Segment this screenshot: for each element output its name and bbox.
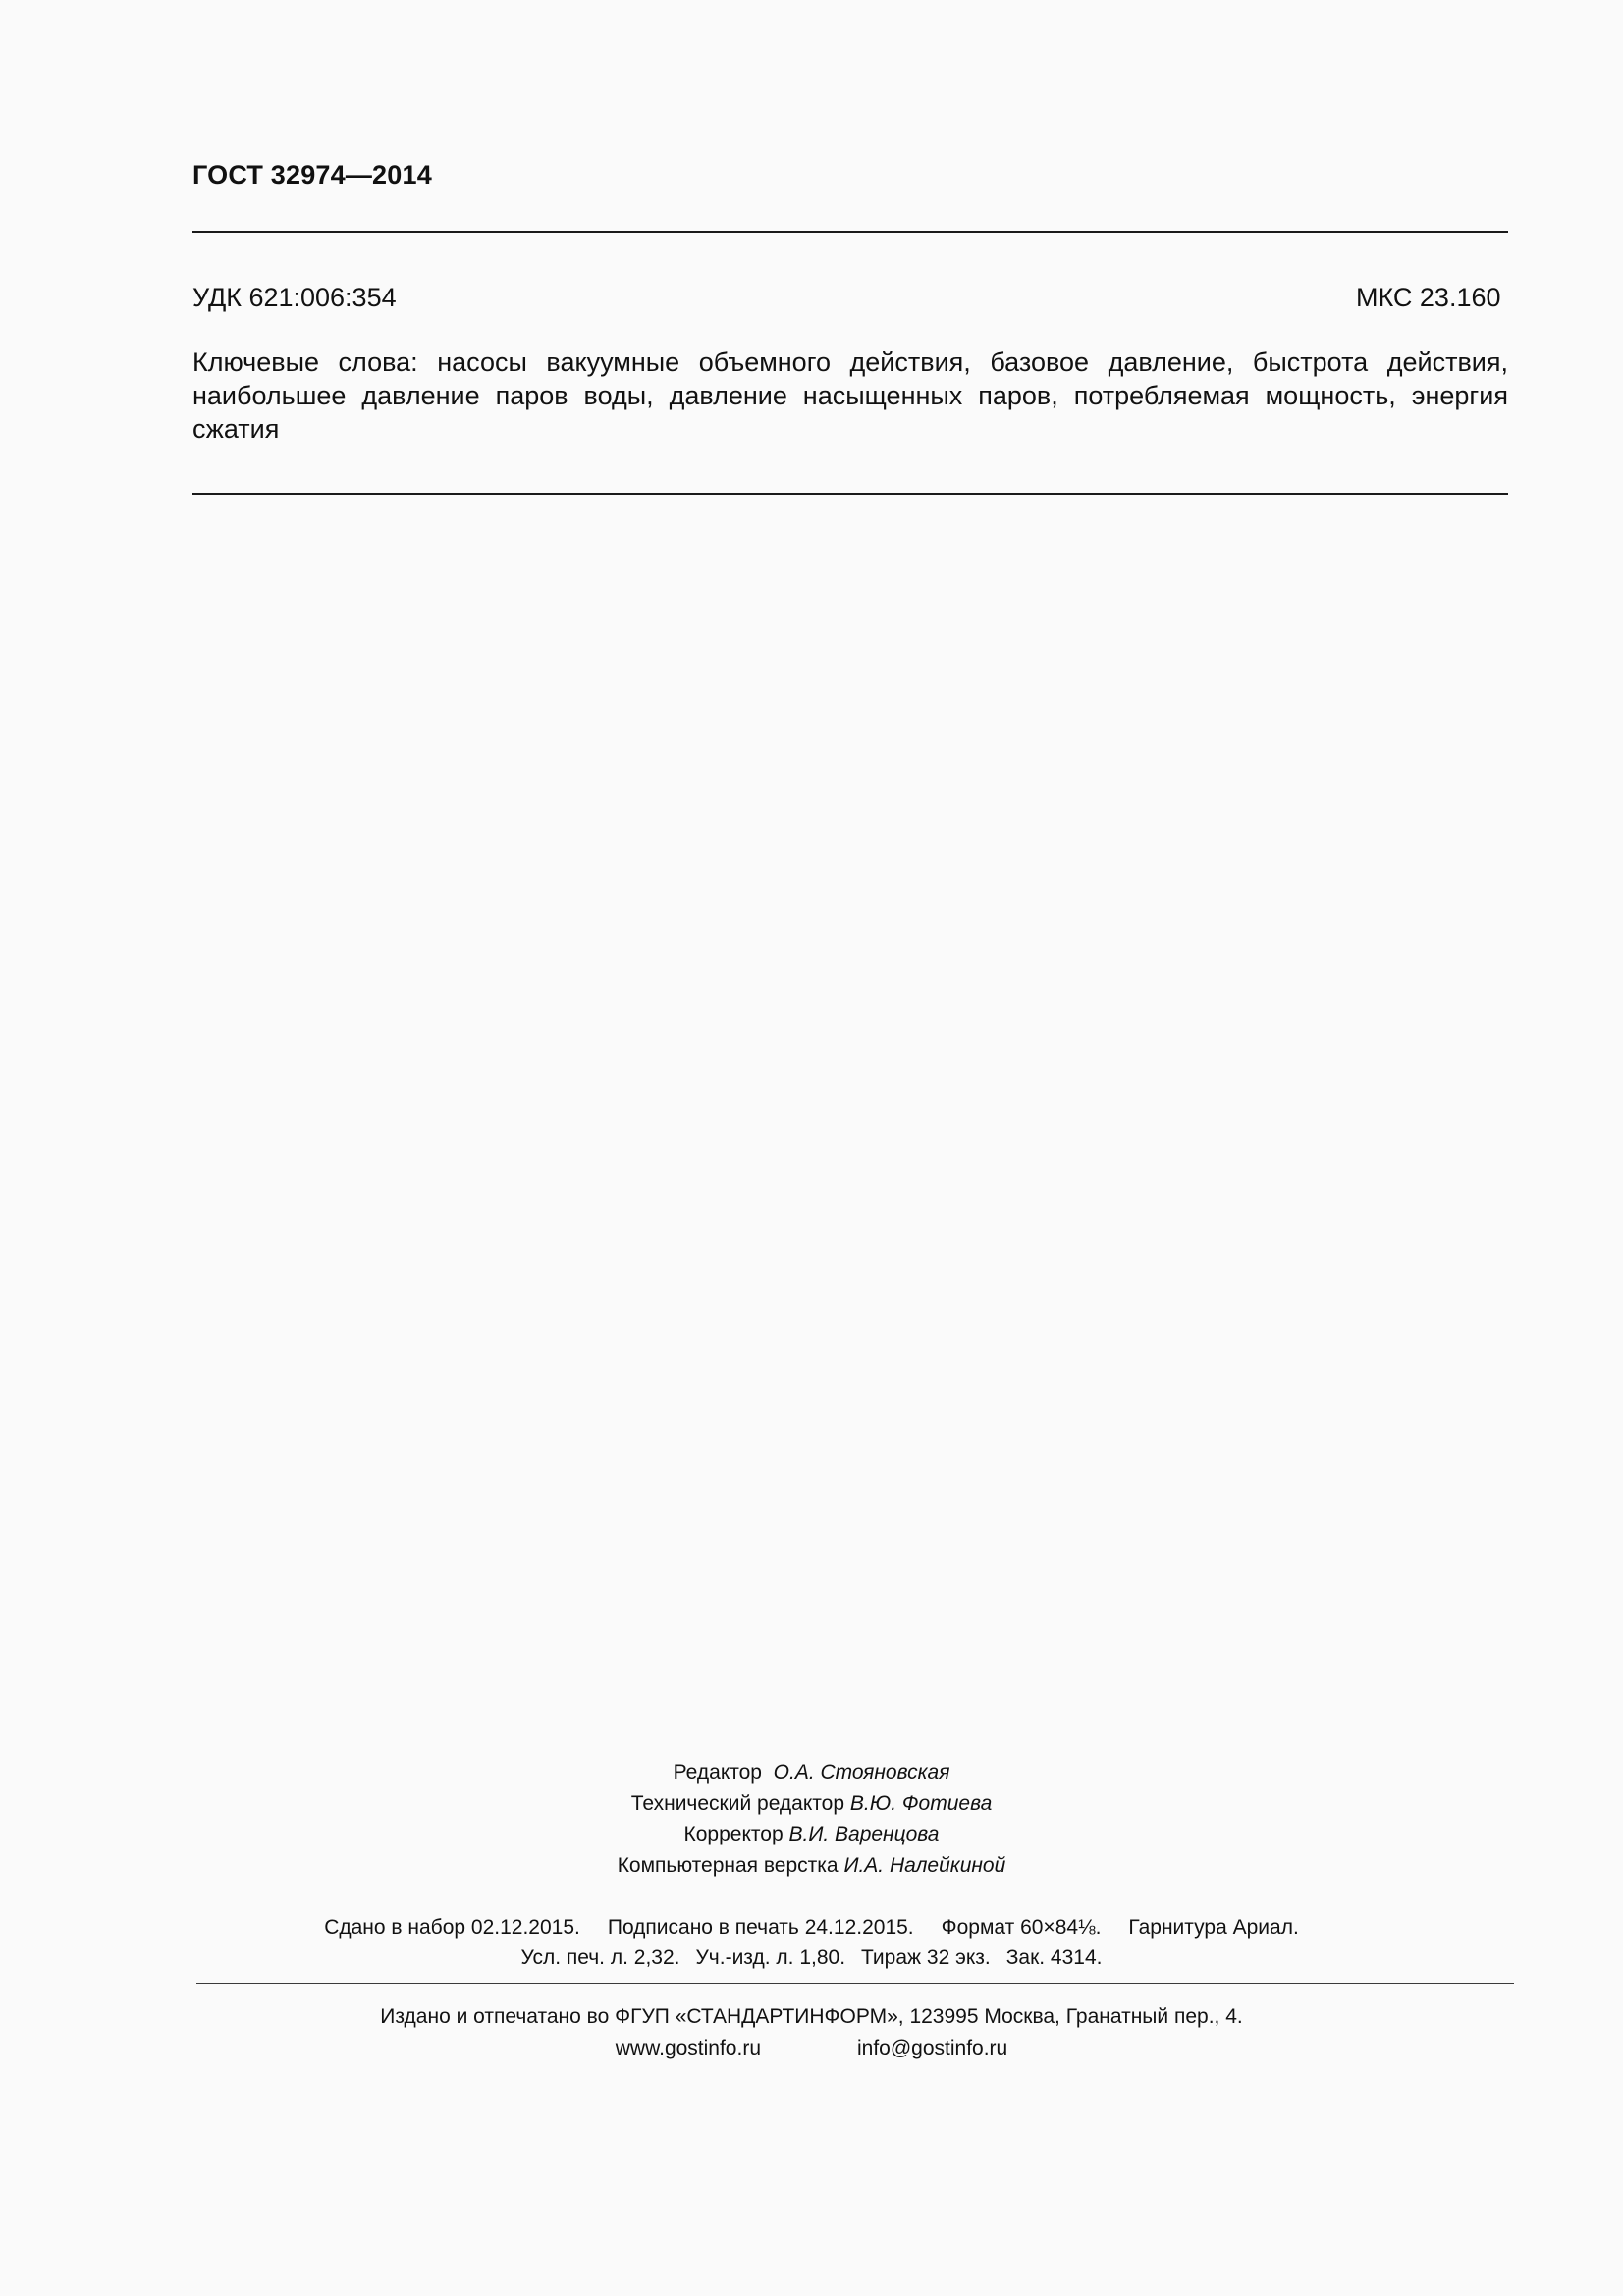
keywords-divider xyxy=(192,493,1508,495)
layout-name: И.А. Налейкиной xyxy=(843,1853,1006,1877)
top-divider xyxy=(192,231,1508,233)
typeface: Гарнитура Ариал. xyxy=(1128,1916,1299,1939)
publisher-address: Издано и отпечатано во ФГУП «СТАНДАРТИНФОРМ», 123995 Москва, Гранатный пер., 4. xyxy=(380,2005,1243,2028)
signed-date: Подписано в печать 24.12.2015. xyxy=(607,1916,914,1939)
paper-format: Формат 60×84⅛. xyxy=(941,1916,1102,1939)
tech-editor-credit xyxy=(0,1789,1623,1820)
imprint-line-2 xyxy=(0,1943,1623,1973)
credits-block xyxy=(0,1757,1623,1881)
editor-role: Редактор xyxy=(673,1761,762,1784)
proofreader-role: Корректор xyxy=(683,1823,784,1845)
typeset-date: Сдано в набор 02.12.2015. xyxy=(324,1916,580,1939)
proofreader-credit xyxy=(0,1819,1623,1850)
tech-editor-name: В.Ю. Фотиева xyxy=(849,1791,993,1815)
layout-role: Компьютерная верстка xyxy=(617,1853,839,1877)
keywords-paragraph: Ключевые слова: насосы вакуумные объемного действия, базовое давление, быстрота действия, наибольшее давление паров воды, давление насыщенных паров, потребляемая мощность, энергия сжатия xyxy=(192,347,1508,444)
document-title: ГОСТ 32974—2014 xyxy=(192,160,432,189)
print-sheets: Усл. печ. л. 2,32. xyxy=(520,1947,680,1969)
udk-code: УДК 621:006:354 xyxy=(192,283,397,312)
imprint-line-1 xyxy=(0,1912,1623,1943)
layout-credit xyxy=(0,1850,1623,1882)
editor-name: О.А. Стояновская xyxy=(773,1761,950,1784)
proofreader-name: В.И. Варенцова xyxy=(788,1823,940,1845)
publisher-block xyxy=(0,2002,1623,2064)
tech-editor-role: Технический редактор xyxy=(630,1791,845,1815)
order-number: Зак. 4314. xyxy=(1005,1947,1103,1969)
editor-credit xyxy=(0,1757,1623,1789)
publishing-sheets: Уч.-изд. л. 1,80. xyxy=(695,1947,846,1969)
email-link[interactable]: info@gostinfo.ru xyxy=(857,2037,1008,2059)
website-link[interactable]: www.gostinfo.ru xyxy=(615,2037,761,2059)
publisher-contacts xyxy=(0,2033,1623,2064)
imprint-divider xyxy=(196,1983,1514,1984)
mks-code: МКС 23.160 xyxy=(1356,283,1501,312)
imprint-block xyxy=(0,1912,1623,1973)
print-run: Тираж 32 экз. xyxy=(861,1947,991,1969)
